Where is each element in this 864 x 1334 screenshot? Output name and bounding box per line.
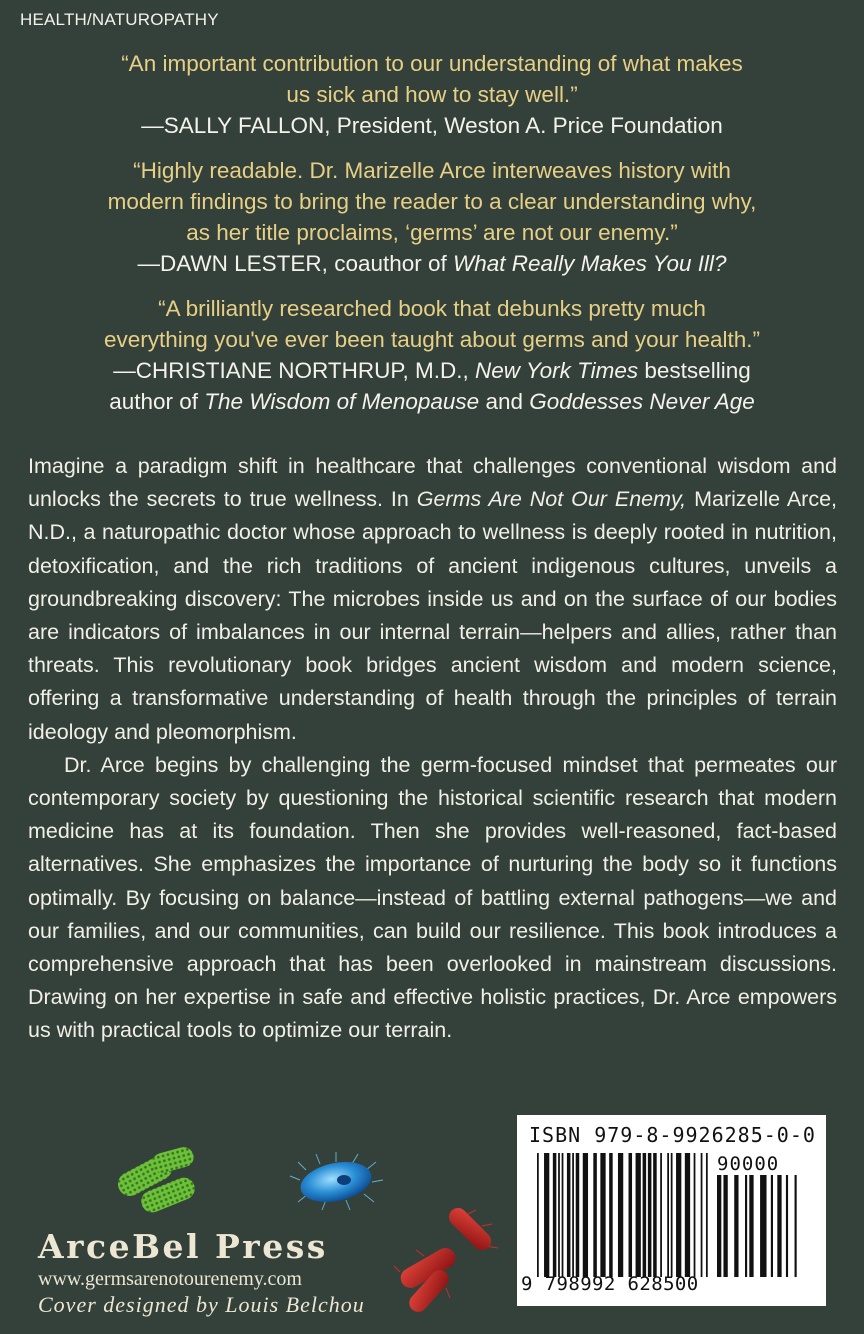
- barcode-bar: [567, 1153, 571, 1277]
- price-code: 90000: [717, 1153, 780, 1175]
- barcode-bar: [671, 1153, 673, 1277]
- italic-title: Germs Are Not Our Enemy,: [416, 487, 687, 512]
- barcode-bar: [643, 1153, 647, 1277]
- barcode-bar: [562, 1153, 564, 1277]
- barcode-bar: [583, 1153, 588, 1277]
- barcode-bar: [701, 1153, 703, 1277]
- barcode-bar: [648, 1153, 652, 1277]
- barcode-bar: [734, 1175, 738, 1277]
- barcode-bar: [553, 1153, 557, 1277]
- endorsement-attribution: [20, 355, 844, 386]
- barcode-bar: [629, 1153, 633, 1277]
- barcode-bar: [676, 1153, 681, 1277]
- barcode-bar: [600, 1153, 605, 1277]
- barcode-bar: [795, 1175, 797, 1277]
- endorsement-attribution: [20, 248, 844, 279]
- barcode-bar: [558, 1153, 560, 1277]
- italic-title: New York Times: [474, 358, 639, 383]
- endorsement-quote-line: everything you've ever been taught about germs and your health.”: [104, 327, 760, 352]
- text-run: and: [479, 389, 530, 414]
- endorsement-quote-line: modern findings to bring the reader to a clear understanding why,: [107, 189, 757, 214]
- italic-title: The Wisdom of Menopause: [204, 389, 480, 414]
- barcode-bar: [609, 1153, 613, 1277]
- barcode-bar: [636, 1153, 641, 1277]
- barcode-bar: [717, 1175, 721, 1277]
- barcode-bar: [777, 1175, 781, 1277]
- description-paragraph: [28, 749, 837, 1048]
- text-run: author of: [109, 389, 205, 414]
- website-url: www.germsarenotourenemy.com: [38, 1268, 302, 1290]
- endorsements: [20, 48, 844, 431]
- barcode-bar: [745, 1175, 747, 1277]
- green-bacteria-icon: [112, 1136, 214, 1220]
- barcode-bar: [771, 1175, 773, 1277]
- italic-title: What Really Makes You Ill?: [453, 251, 727, 276]
- ean-barcode-bars: [537, 1153, 713, 1277]
- category-label: HEALTH/NATUROPATHY: [20, 10, 219, 29]
- barcode-bar: [593, 1153, 597, 1277]
- red-bacteria-icon: [394, 1206, 502, 1318]
- text-run: —DAWN LESTER, coauthor of: [137, 251, 454, 276]
- barcode-bar: [685, 1153, 690, 1277]
- cover-designer-credit: Cover designed by Louis Belchou: [38, 1292, 365, 1317]
- endorsement-attribution: [20, 110, 844, 141]
- barcode-bar: [618, 1153, 623, 1277]
- barcode-bar: [694, 1153, 696, 1277]
- barcode-bar: [572, 1153, 574, 1277]
- endorsement-quote-line: “An important contribution to our understanding of what makes: [121, 51, 743, 76]
- endorsement: [20, 48, 844, 141]
- barcode-bar: [653, 1153, 657, 1277]
- barcode-bar: [576, 1153, 580, 1277]
- endorsement-quote-line: as her title proclaims, ‘germs’ are not our enemy.”: [186, 220, 678, 245]
- text-run: Imagine a paradigm shift in healthcare that challenges conventional wisdom and unlocks the secrets to true wellness. In: [28, 454, 837, 512]
- addon-barcode-bars: [717, 1175, 801, 1277]
- barcode-bar: [749, 1175, 753, 1277]
- barcode-bar: [723, 1175, 727, 1277]
- isbn-label: ISBN 979-8-9926285-0-0: [529, 1123, 816, 1147]
- text-run: bestselling: [638, 358, 751, 383]
- ean-digits: 9 798992 628500: [521, 1273, 699, 1295]
- barcode-bar: [660, 1153, 662, 1277]
- text-run: —SALLY FALLON, President, Weston A. Price Foundation: [141, 113, 723, 138]
- endorsement-quote-line: “A brilliantly researched book that debunks pretty much: [158, 296, 706, 321]
- endorsement: [20, 155, 844, 279]
- barcode-bar: [667, 1153, 669, 1277]
- barcode-bar: [544, 1153, 549, 1277]
- text-run: —CHRISTIANE NORTHRUP, M.D.,: [113, 358, 475, 383]
- endorsement-attribution: [20, 386, 844, 417]
- book-description: [28, 450, 837, 1048]
- italic-title: Goddesses Never Age: [529, 389, 755, 414]
- endorsement: [20, 293, 844, 417]
- publisher-logo: ArceBel Press: [38, 1227, 328, 1266]
- endorsement-quote-line: “Highly readable. Dr. Marizelle Arce interweaves history with: [133, 158, 731, 183]
- blue-microbe-icon: [286, 1150, 386, 1212]
- barcode-bar: [537, 1153, 539, 1277]
- text-run: Marizelle Arce, N.D., a naturopathic doctor whose approach to wellness is deeply rooted in nutrition, detoxification, and the rich traditions of ancient indigenous cultures, unveils a groundbreaking discovery: The microbes inside us and on the surface of our bodies are indicators of imbalances in our internal terrain—helpers and allies, rather than threats. This revolutionary book bridges ancient wisdom and modern science, offering a transformative understanding of health through the principles of terrain ideology and pleomorphism.: [28, 487, 838, 744]
- barcode-bar: [786, 1175, 788, 1277]
- barcode-bar: [760, 1175, 766, 1277]
- description-paragraph: [28, 450, 837, 749]
- text-run: Dr. Arce begins by challenging the germ-focused mindset that permeates our contemporary society by questioning the historical scientific research that modern medicine has at its foundation. Then she provides well-reasoned, fact-based alternatives. She emphasizes the importance of nurturing the body so it functions optimally. By focusing on balance—instead of battling external pathogens—we and our families, and our communities, can build our resilience. This book introduces a comprehensive approach that has been overlooked in mainstream discussions. Drawing on her expertise in safe and effective holistic practices, Dr. Arce empowers us with practical tools to optimize our terrain.: [28, 752, 837, 1043]
- endorsement-quote-line: us sick and how to stay well.”: [286, 82, 578, 107]
- isbn-barcode: [517, 1115, 826, 1306]
- barcode-bar: [706, 1153, 708, 1277]
